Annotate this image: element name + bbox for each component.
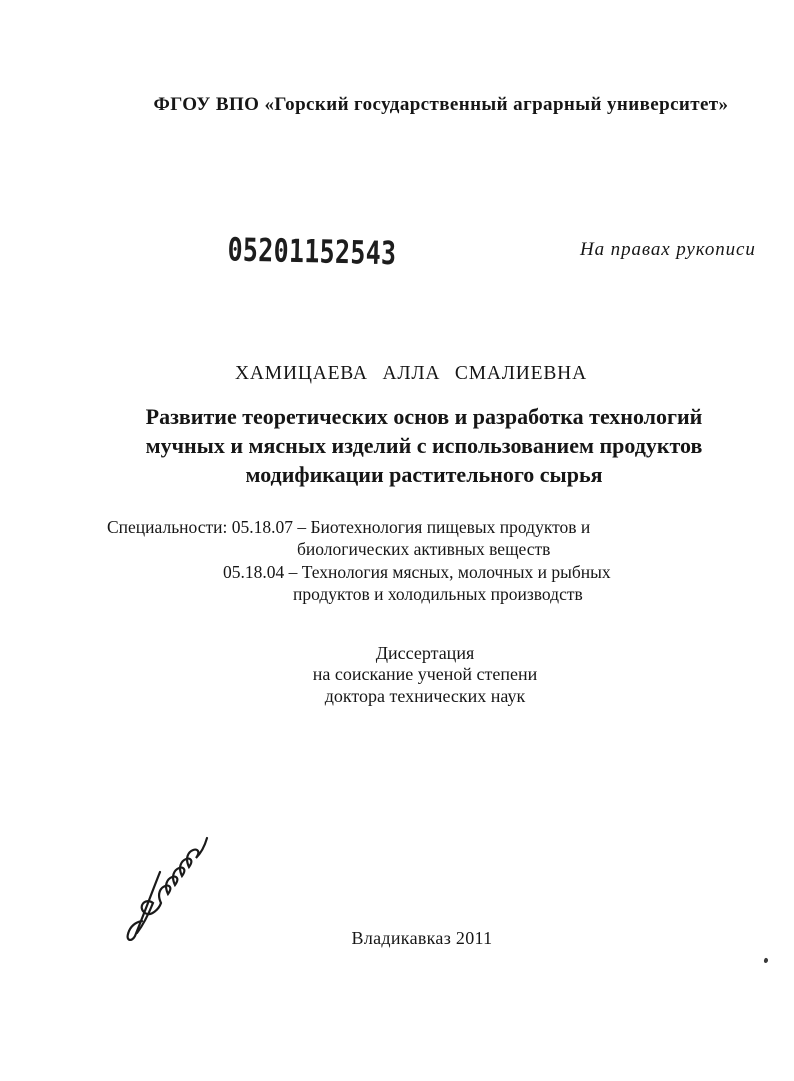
title-line-2: мучных и мясных изделий с использованием продуктов — [145, 433, 703, 458]
thesis-line-1: Диссертация — [375, 643, 475, 663]
specialty-line-3: 05.18.04 – Технология мясных, молочных и рыбных — [223, 561, 611, 582]
specialties-block — [107, 516, 611, 606]
manuscript-rights-note: На правах рукописи — [580, 239, 756, 260]
scan-artifact-speck — [763, 957, 768, 963]
thesis-type-block — [0, 643, 794, 707]
city-year: Владикавказ 2011 — [351, 928, 493, 948]
dissertation-title — [0, 402, 794, 489]
title-line-1: Развитие теоретических основ и разработка технологий — [145, 404, 703, 429]
organization-name: ФГОУ ВПО «Горский государственный аграрный университет» — [153, 94, 729, 115]
author-name: ХАМИЦАЕВА АЛЛА СМАЛИЕВНА — [235, 363, 587, 384]
title-line-3: модификации растительного сырья — [245, 462, 603, 487]
specialty-line-1: Специальности: 05.18.07 – Биотехнология пищевых продуктов и — [107, 517, 591, 537]
inventory-stamp-number: 05201152543 — [227, 231, 397, 272]
thesis-line-3: доктора технических наук — [324, 685, 526, 706]
specialty-line-2: биологических активных веществ — [297, 539, 551, 560]
thesis-line-2: на соискание ученой степени — [312, 664, 538, 685]
specialty-line-4: продуктов и холодильных производств — [293, 584, 583, 605]
